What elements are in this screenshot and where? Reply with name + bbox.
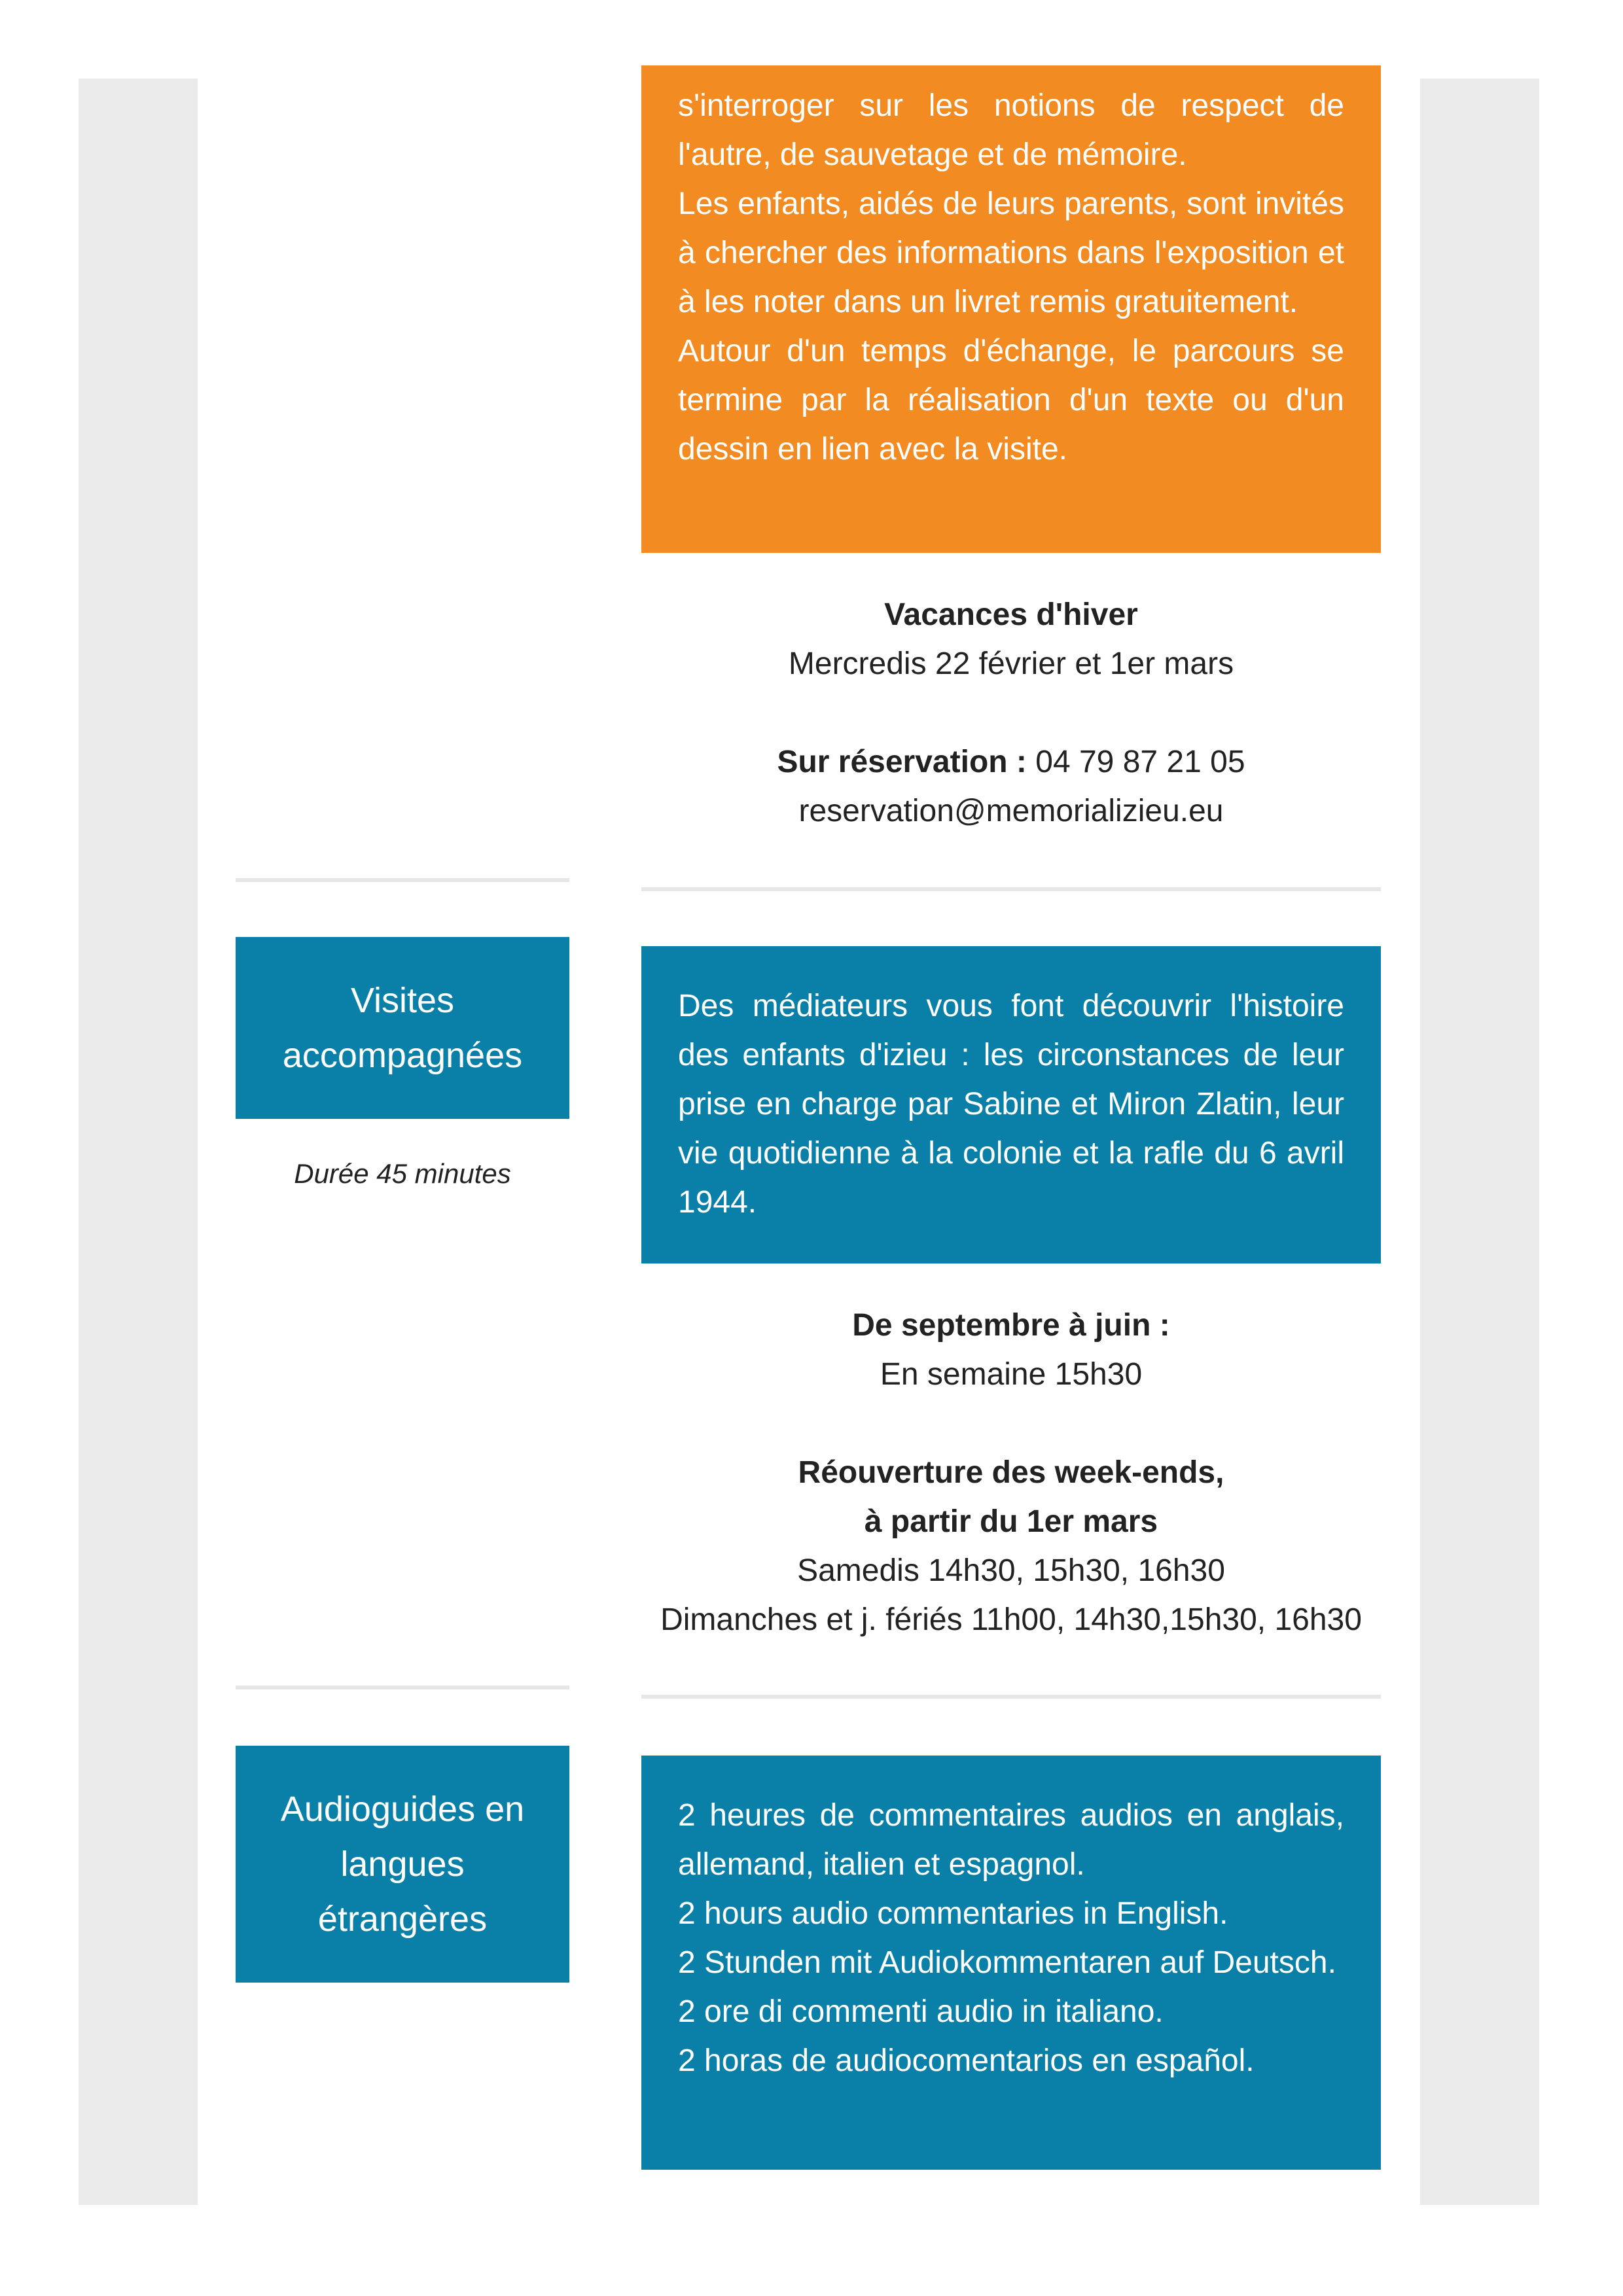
- reservation-label: Sur réservation :: [777, 745, 1027, 779]
- sunday-hours: Dimanches et j. fériés 11h00, 14h30,15h30, 16h30: [660, 1602, 1362, 1637]
- audioguides-title-box: [236, 1746, 569, 1983]
- saturday-hours: Samedis 14h30, 15h30, 16h30: [797, 1553, 1225, 1588]
- audio-line: 2 ore di commenti audio in italiano.: [678, 1994, 1164, 2029]
- audio-line: 2 horas de audiocomentarios en español.: [678, 2043, 1255, 2078]
- audioguides-description-box: [641, 1756, 1381, 2170]
- reservation-email[interactable]: reservation@memorializieu.eu: [798, 794, 1224, 828]
- audio-line: 2 heures de commentaires audios en anglais, allemand, italien et espagnol.: [678, 1798, 1344, 1882]
- period-hours: En semaine 15h30: [880, 1357, 1143, 1392]
- family-tour-description-box: [641, 65, 1381, 553]
- schedule-title: Vacances d'hiver: [884, 597, 1138, 632]
- reopening-title: Réouverture des week-ends,: [798, 1455, 1224, 1490]
- guided-tours-description-box: [641, 946, 1381, 1263]
- right-margin-band: [1420, 79, 1539, 2205]
- reopening-date: à partir du 1er mars: [864, 1504, 1158, 1539]
- reservation-phone: 04 79 87 21 05: [1035, 745, 1245, 779]
- section-title: [283, 973, 522, 1083]
- schedule-dates: Mercredis 22 février et 1er mars: [788, 646, 1234, 681]
- section-divider-right: [641, 1695, 1381, 1699]
- paragraph: Des médiateurs vous font découvrir l'histoire des enfants d'izieu : les circonstances de leur prise en charge par Sabine et Miron Zlatin, leur vie quotidienne à la colonie et la rafle du 6 avril 1944.: [678, 989, 1344, 1220]
- reservation-line: [641, 737, 1381, 786]
- guided-tours-title-box: [236, 937, 569, 1119]
- section-divider-right: [641, 887, 1381, 891]
- duration-label: Durée 45 minutes: [294, 1158, 511, 1189]
- audio-line: 2 hours audio commentaries in English.: [678, 1896, 1228, 1931]
- section-divider-left: [236, 878, 569, 882]
- paragraph: Les enfants, aidés de leurs parents, sont invités à chercher des informations dans l'exposition et à les noter dans un livret remis gratuitement.: [678, 186, 1344, 319]
- title-line: accompagnées: [282, 1036, 523, 1075]
- period-title: De septembre à juin :: [852, 1308, 1170, 1343]
- paragraph: s'interroger sur les notions de respect de l'autre, de sauvetage et de mémoire.: [678, 88, 1344, 172]
- title-line: Visites: [350, 981, 455, 1020]
- left-margin-band: [79, 79, 198, 2205]
- winter-schedule: [641, 590, 1381, 836]
- paragraph: Autour d'un temps d'échange, le parcours se termine par la réalisation d'un texte ou d'un dessin en lien avec la visite.: [678, 334, 1344, 467]
- title-line: étrangères: [317, 1899, 488, 1939]
- guided-tours-schedule: [641, 1301, 1381, 1644]
- title-line: langues: [340, 1845, 465, 1884]
- audio-line: 2 Stunden mit Audiokommentaren auf Deutsch.: [678, 1945, 1336, 1980]
- title-line: Audioguides en: [280, 1790, 525, 1829]
- section-divider-left: [236, 1686, 569, 1689]
- section-title: [281, 1782, 524, 1947]
